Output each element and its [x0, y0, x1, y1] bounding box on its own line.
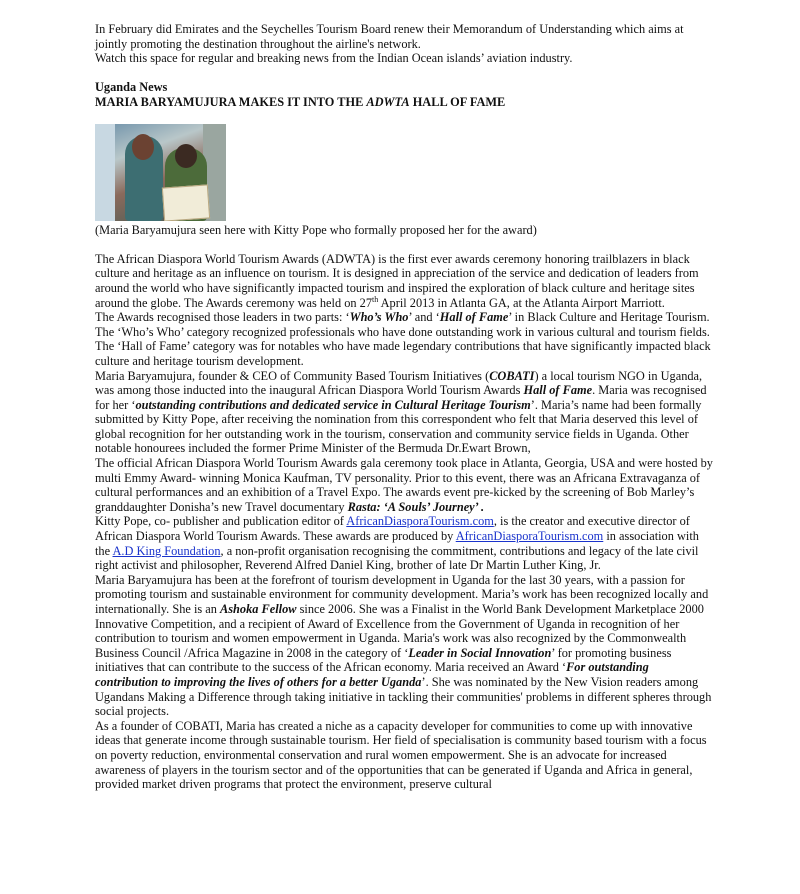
section-label: Uganda News	[95, 80, 168, 95]
paragraph-maria-induction: Maria Baryamujura, founder & CEO of Community Based Tourism Initiatives (COBATI) a local tourism NGO in Uganda, was among those inducted into the inaugural African Diaspora World Tourism Awards Hall of Fame. Maria was recognised for her ‘outstanding contributions and dedicated service in Cultural Heritage Tourism’. Maria’s name had been formally submitted by Kitty Pope, after receiving the nomination from this correspondent who felt that Maria deserved this level of global recognition for her outstanding work in the tourism, conservation and community service fields in Uganda. Other notable honourees included the former Prime Minister of the Bermuda Dr.Ewart Brown,	[95, 368, 707, 456]
article-headline: MARIA BARYAMUJURA MAKES IT INTO THE ADWTA HALL OF FAME	[95, 94, 506, 109]
intro-line-2: Watch this space for regular and breaking news from the Indian Ocean islands’ aviation industry.	[95, 51, 573, 66]
paragraph-cobati-founder: As a founder of COBATI, Maria has created a niche as a capacity developer for communities to come up with innovative ideas that generate income through sustainable tourism. Her field of specialisation is community based tourism with a focus on poverty reduction, environmental conservation and rural women empowerment. She is an advocate for increased awareness of players in the tourism sector and of the opportunities that can be generated if Uganda and Africa in general, provided market driven programs that protect the environment, preserve cultural	[95, 718, 707, 792]
link-ad-king-foundation[interactable]: A.D King Foundation	[112, 543, 221, 558]
paragraph-kitty-pope: Kitty Pope, co- publisher and publication editor of AfricanDiasporaTourism.com, is the creator and executive director of African Diaspora World Tourism Awards. These awards are produced by AfricanDiasporaTourism.com in association with the A.D King Foundation, a non-profit organisation recognising the commitment, contributions and legacy of the late civil right activist and philosopher, Reverend Alfred Daniel King, brother of late Dr Martin Luther King, Jr.	[95, 514, 699, 573]
intro-line-1: In February did Emirates and the Seychelles Tourism Board renew their Memorandum of Understanding which aims at jointly promoting the destination throughout the airline's network.	[95, 22, 684, 51]
paragraph-gala-ceremony: The official African Diaspora World Tourism Awards gala ceremony took place in Atlanta, Georgia, USA and were hosted by multi Emmy Award- winning Monica Kaufman, TV personality. Prior to this event, there was an Africana Extravaganza of cultural performances and an exhibition of a Travel Expo. The awards event pre-kicked by the screening of Bob Marley’s granddaughter Donisha’s new Travel documentary Rasta: ‘A Souls’ Journey’ .	[95, 456, 713, 514]
paragraph-maria-career: Maria Baryamujura has been at the forefront of tourism development in Uganda for the last 30 years, with a passion for promoting tourism and sustainable environment for community development. Maria’s work has been recognized locally and internationally. She is an Ashoka Fellow since 2006. She was a Finalist in the World Bank Development Marketplace 2000 Innovative Competition, and a recipient of Award of Excellence from the Government of Uganda in recognition of her contribution to tourism and women empowerment in Uganda. Maria's work was also recognized by the Commonwealth Business Council /Africa Magazine in 2008 in the category of ‘Leader in Social Innovation’ for promoting business initiatives that can contribute to the success of the African economy. Maria received an Award ‘For outstanding contribution to improving the lives of others for a better Uganda’. She was nominated by the New Vision readers among Ugandans Making a Difference through taking initiative in tackling their communities' problems in different spheres through social projects.	[95, 572, 712, 719]
award-photo	[95, 124, 226, 221]
paragraph-award-categories: The Awards recognised those leaders in two parts: ‘Who’s Who’ and ‘Hall of Fame’ in Black Culture and Heritage Tourism. The ‘Who’s Who’ category recognized professionals who have done outstanding work in various cultural and tourism fields. The ‘Hall of Fame’ category was for notables who have made legendary contributions that have significantly impacted black culture and heritage tourism development.	[95, 310, 711, 368]
intro-paragraph	[95, 22, 713, 66]
link-african-diaspora-tourism-1[interactable]: AfricanDiasporaTourism.com	[346, 514, 494, 529]
document-page	[95, 22, 713, 792]
paragraph-adwta-intro: The African Diaspora World Tourism Awards (ADWTA) is the first ever awards ceremony honoring trailblazers in black culture and heritage as an influence on tourism. It is designed in appreciation of the service and dedication of leaders from around the world who have significantly impacted tourism and inspired the exploration of black culture and heritage sites around the globe. The Awards ceremony was held on 27th April 2013 in Atlanta GA, at the Atlanta Airport Marriott.	[95, 251, 699, 310]
photo-caption: (Maria Baryamujura seen here with Kitty Pope who formally proposed her for the award)	[95, 222, 537, 237]
link-african-diaspora-tourism-2[interactable]: AfricanDiasporaTourism.com	[455, 529, 604, 544]
